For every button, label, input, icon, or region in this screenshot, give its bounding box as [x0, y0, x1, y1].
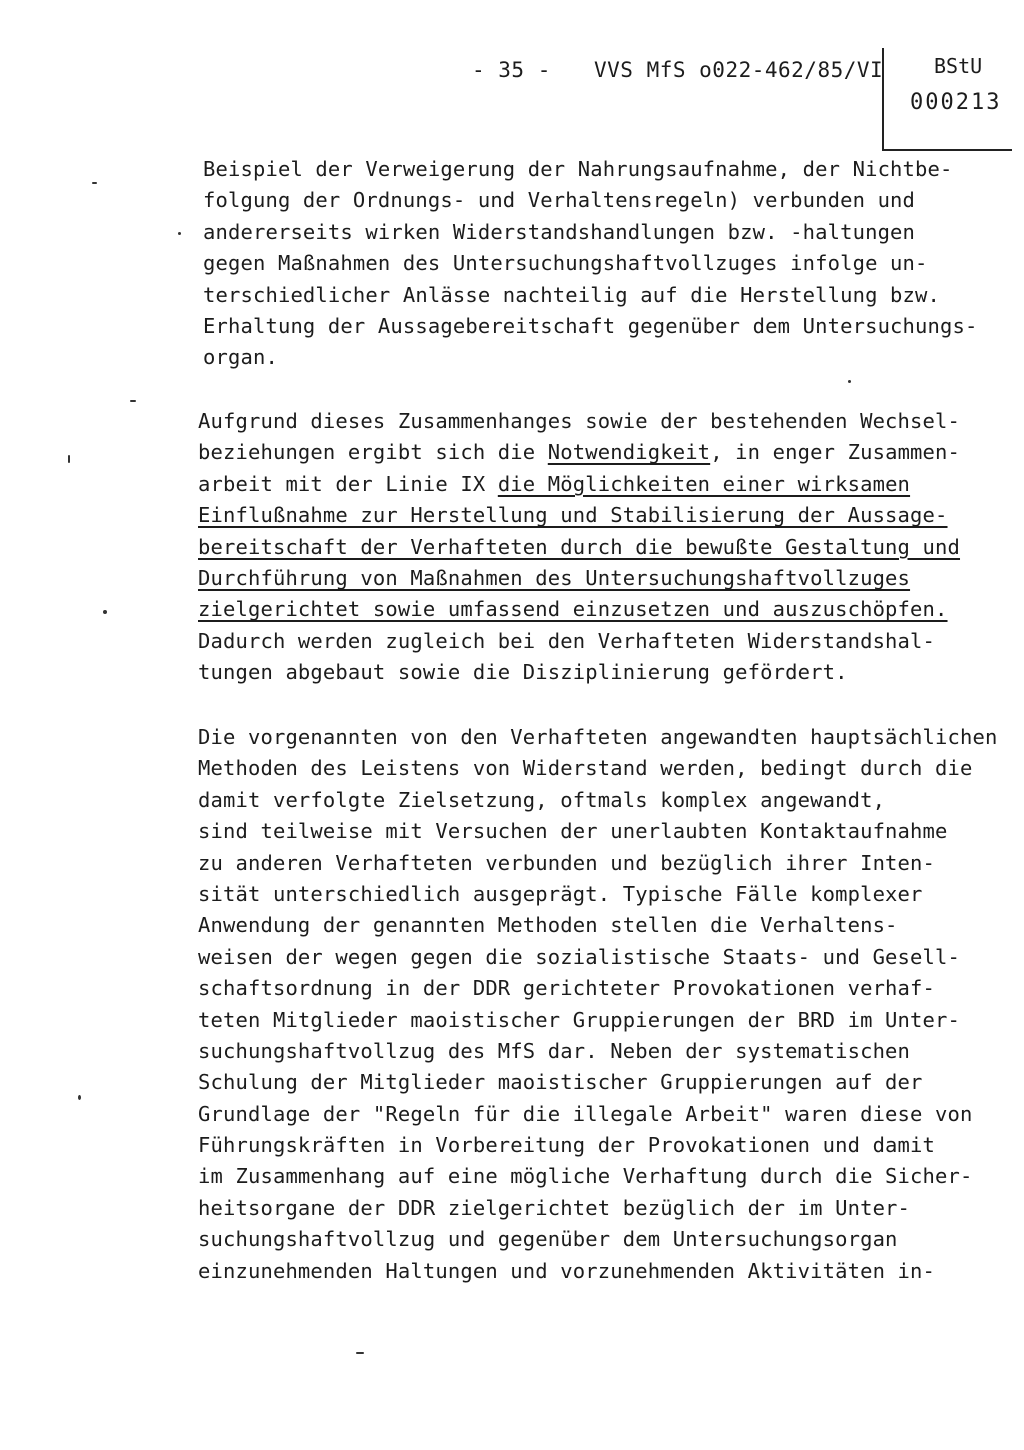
text-line: Erhaltung der Aussagebereitschaft gegenüber dem Untersuchungs-: [203, 313, 978, 338]
text-line: terschiedlicher Anlässe nachteilig auf die Herstellung bzw.: [203, 282, 941, 307]
underlined-line: bereitschaft der Verhafteten durch die bewußte Gestaltung und: [198, 534, 961, 559]
text-line: Dadurch werden zugleich bei den Verhafteten Widerstandshal-: [198, 628, 936, 653]
stamp-sheet-number: 000213: [910, 90, 1002, 115]
text-line: weisen der wegen gegen die sozialistische Staats- und Gesell-: [198, 944, 961, 969]
page-number: - 35 -: [472, 58, 551, 82]
text-line: gegen Maßnahmen des Untersuchungshaftvollzuges infolge un-: [203, 251, 928, 276]
scan-speck: [848, 380, 851, 383]
text-line: sind teilweise mit Versuchen der unerlaubten Kontaktaufnahme: [198, 819, 948, 844]
text-line: [198, 469, 998, 500]
underlined-line: Durchführung von Maßnahmen des Untersuchungshaftvollzuges: [198, 565, 911, 590]
paragraph-1: [203, 154, 1003, 374]
scan-speck: [103, 610, 107, 614]
underlined-text: Notwendigkeit: [547, 440, 711, 465]
page-header: [472, 58, 883, 82]
text-line: organ.: [203, 345, 278, 370]
text-segment: , in enger Zusammen-: [710, 440, 961, 465]
underlined-text: die Möglichkeiten einer wirksamen: [497, 471, 911, 496]
text-line: Die vorgenannten von den Verhafteten angewandten hauptsächlichen: [198, 725, 998, 749]
text-line: schaftsordnung in der DDR gerichteter Provokationen verhaf-: [198, 976, 936, 1001]
archive-stamp: [882, 48, 1012, 151]
text-line: folgung der Ordnungs- und Verhaltensregeln) verbunden und: [203, 188, 916, 213]
text-segment: beziehungen ergibt sich die: [198, 440, 548, 465]
text-line: Schulung der Mitglieder maoistischer Gruppierungen auf der: [198, 1070, 923, 1095]
text-line: Grundlage der "Regeln für die illegale Arbeit" waren diese von: [198, 1101, 973, 1126]
text-line: suchungshaftvollzug des MfS dar. Neben der systematischen: [198, 1038, 911, 1063]
document-reference: VVS MfS o022-462/85/VI: [594, 58, 884, 82]
text-line: andererseits wirken Widerstandshandlungen bzw. -haltungen: [203, 219, 916, 244]
text-line: Methoden des Leistens von Widerstand werden, bedingt durch die: [198, 756, 973, 781]
text-line: einzunehmenden Haltungen und vorzunehmenden Aktivitäten in-: [198, 1258, 936, 1283]
scan-speck: [68, 455, 70, 463]
text-segment: arbeit mit der Linie IX: [198, 471, 498, 496]
text-line: teten Mitglieder maoistischer Gruppierungen der BRD im Unter-: [198, 1007, 961, 1032]
scan-speck: [92, 182, 97, 184]
text-line: Anwendung der genannten Methoden stellen die Verhaltens-: [198, 913, 898, 938]
text-line: Aufgrund dieses Zusammenhanges sowie der bestehenden Wechsel-: [198, 409, 961, 433]
paragraph-2: [198, 406, 998, 689]
text-line: damit verfolgte Zielsetzung, oftmals komplex angewandt,: [198, 787, 886, 812]
text-line: Führungskräften in Vorbereitung der Provokationen und damit: [198, 1133, 936, 1158]
stamp-agency: BStU: [934, 54, 983, 78]
text-line: sität unterschiedlich ausgeprägt. Typische Fälle komplexer: [198, 881, 923, 906]
scan-speck: [130, 400, 136, 402]
text-line: [198, 437, 998, 468]
text-line: heitsorgane der DDR zielgerichtet bezüglich der im Unter-: [198, 1195, 911, 1220]
scan-speck: [356, 1352, 364, 1354]
scan-speck: [178, 232, 181, 235]
paragraph-3: [198, 722, 998, 1287]
text-line: im Zusammenhang auf eine mögliche Verhaftung durch die Sicher-: [198, 1164, 973, 1189]
text-line: zu anderen Verhafteten verbunden und bezüglich ihrer Inten-: [198, 850, 936, 875]
text-line: tungen abgebaut sowie die Disziplinierung gefördert.: [198, 660, 848, 685]
underlined-line: zielgerichtet sowie umfassend einzusetzen und auszuschöpfen.: [198, 597, 948, 622]
text-line: Beispiel der Verweigerung der Nahrungsaufnahme, der Nichtbe-: [203, 157, 953, 181]
underlined-line: Einflußnahme zur Herstellung und Stabilisierung der Aussage-: [198, 503, 948, 528]
scan-speck: [78, 1095, 81, 1100]
text-line: suchungshaftvollzug und gegenüber dem Untersuchungsorgan: [198, 1227, 898, 1252]
